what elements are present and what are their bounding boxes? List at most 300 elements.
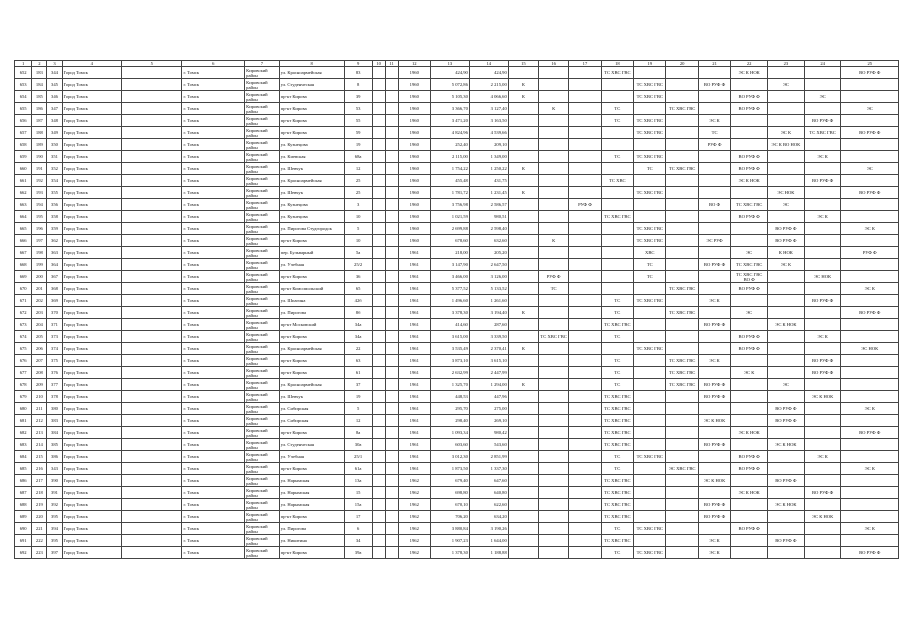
table-cell: ВО РУФ Ф	[731, 103, 768, 115]
table-row	[15, 391, 899, 403]
table-cell	[804, 343, 841, 355]
table-cell: ТС	[601, 295, 633, 307]
table-cell: 63	[344, 355, 372, 367]
table-cell: 55	[344, 115, 372, 127]
table-cell: К	[508, 79, 538, 91]
table-cell: 3 127,40	[469, 103, 508, 115]
table-cell	[385, 211, 398, 223]
table-cell: ВО РУФ Ф	[698, 391, 730, 403]
table-cell	[121, 391, 182, 403]
table-cell	[841, 511, 899, 523]
table-cell	[841, 271, 899, 283]
table-cell	[372, 175, 385, 187]
table-cell	[508, 151, 538, 163]
table-cell: 380	[47, 403, 62, 415]
table-cell: ул. Киевская	[279, 151, 344, 163]
table-cell	[372, 139, 385, 151]
table-cell	[666, 259, 698, 271]
table-cell: 187	[32, 115, 47, 127]
table-cell: 207	[32, 355, 47, 367]
table-cell: 252,40	[430, 139, 469, 151]
apartment-buildings-table	[14, 60, 899, 559]
table-cell	[539, 511, 569, 523]
table-row	[15, 487, 899, 499]
table-cell: Город Томск	[62, 343, 121, 355]
table-cell: 980,51	[469, 211, 508, 223]
table-cell: 186	[32, 103, 47, 115]
table-row	[15, 91, 899, 103]
table-cell: ТС ХВС ГВС ВО Ф	[731, 271, 768, 283]
table-cell	[372, 67, 385, 79]
table-cell	[569, 67, 601, 79]
table-cell	[601, 235, 633, 247]
table-cell: 653	[15, 79, 32, 91]
table-cell	[601, 199, 633, 211]
table-cell: ТС	[698, 127, 730, 139]
register-sheet	[14, 60, 899, 559]
column-number-cell: 20	[666, 61, 698, 67]
table-cell: 678	[15, 379, 32, 391]
table-cell	[698, 163, 730, 175]
table-cell: ул. Нарымская	[279, 487, 344, 499]
table-cell	[385, 235, 398, 247]
table-cell: 1960	[398, 91, 430, 103]
table-cell: 204	[32, 319, 47, 331]
table-cell	[731, 79, 768, 91]
table-cell: 36	[344, 271, 372, 283]
table-cell: 25	[344, 187, 372, 199]
table-cell: 1960	[398, 67, 430, 79]
table-cell	[804, 247, 841, 259]
table-cell	[508, 295, 538, 307]
table-row	[15, 79, 899, 91]
table-row	[15, 523, 899, 535]
table-cell: пр-кт Московский	[279, 319, 344, 331]
table-cell	[121, 319, 182, 331]
table-cell: ул. Красноармейская	[279, 175, 344, 187]
table-cell: 22	[344, 343, 372, 355]
table-cell: г. Томск	[182, 67, 245, 79]
table-cell: 692	[15, 547, 32, 559]
table-cell	[539, 163, 569, 175]
table-row	[15, 247, 899, 259]
table-cell	[372, 547, 385, 559]
table-cell: 362	[47, 235, 62, 247]
table-cell	[841, 391, 899, 403]
table-cell: г. Томск	[182, 547, 245, 559]
table-cell	[804, 523, 841, 535]
table-cell: 4 066,60	[469, 91, 508, 103]
table-cell: 666	[15, 235, 32, 247]
table-cell	[698, 211, 730, 223]
table-row	[15, 343, 899, 355]
table-cell	[841, 439, 899, 451]
table-cell	[372, 163, 385, 175]
table-cell	[121, 355, 182, 367]
table-cell	[666, 535, 698, 547]
table-cell: 184	[32, 79, 47, 91]
table-cell: ТС ХВС	[601, 175, 633, 187]
table-cell	[634, 283, 666, 295]
table-cell: ул. Шевчук	[279, 187, 344, 199]
table-cell: 1 188,88	[469, 547, 508, 559]
table-cell: Кировский район	[245, 187, 280, 199]
table-cell	[601, 163, 633, 175]
table-cell	[385, 451, 398, 463]
table-cell	[666, 127, 698, 139]
table-cell	[601, 139, 633, 151]
table-cell: г. Томск	[182, 163, 245, 175]
table-cell: ТС ХВС ГВС	[666, 367, 698, 379]
table-cell	[768, 115, 805, 127]
table-cell: 287,60	[469, 319, 508, 331]
table-cell: 53	[344, 103, 372, 115]
table-row	[15, 319, 899, 331]
table-cell	[666, 427, 698, 439]
table-cell	[539, 139, 569, 151]
table-row	[15, 475, 899, 487]
table-cell	[698, 463, 730, 475]
table-cell: Кировский район	[245, 463, 280, 475]
table-cell	[385, 91, 398, 103]
column-number-cell: 4	[62, 61, 121, 67]
table-cell: 212	[32, 415, 47, 427]
table-cell: 1961	[398, 355, 430, 367]
table-cell: 672	[15, 307, 32, 319]
table-cell: Город Томск	[62, 67, 121, 79]
table-cell	[804, 427, 841, 439]
table-cell	[634, 67, 666, 79]
table-cell	[372, 427, 385, 439]
table-cell: 298,40	[430, 415, 469, 427]
table-cell: 2 699,88	[430, 223, 469, 235]
table-cell: ЭС К	[804, 211, 841, 223]
table-cell	[385, 367, 398, 379]
table-cell: 10	[344, 211, 372, 223]
table-cell	[385, 307, 398, 319]
table-cell	[539, 463, 569, 475]
table-cell: пр-кт Кирова	[279, 463, 344, 475]
table-cell: 194	[32, 199, 47, 211]
table-cell	[569, 103, 601, 115]
table-cell	[372, 379, 385, 391]
table-cell	[804, 199, 841, 211]
table-cell: Кировский район	[245, 367, 280, 379]
table-cell: Город Томск	[62, 379, 121, 391]
table-cell	[372, 451, 385, 463]
table-cell: 690	[15, 523, 32, 535]
table-cell: 3 126,00	[469, 271, 508, 283]
table-cell: 674	[15, 331, 32, 343]
table-cell	[666, 511, 698, 523]
table-row	[15, 451, 899, 463]
table-cell: 1961	[398, 271, 430, 283]
table-cell	[666, 295, 698, 307]
table-cell: ВО РУФ Ф	[698, 79, 730, 91]
table-cell	[539, 475, 569, 487]
table-cell: ЭС	[768, 379, 805, 391]
table-cell	[508, 67, 538, 79]
table-cell	[372, 259, 385, 271]
table-cell	[539, 91, 569, 103]
table-cell	[539, 499, 569, 511]
table-cell: К	[508, 163, 538, 175]
table-cell: г. Томск	[182, 343, 245, 355]
table-row	[15, 367, 899, 379]
table-cell: ВО РУФ Ф	[731, 523, 768, 535]
table-cell	[569, 271, 601, 283]
table-cell: 431,75	[469, 175, 508, 187]
table-cell: 677	[15, 367, 32, 379]
table-cell: Город Томск	[62, 235, 121, 247]
table-cell: 6	[344, 523, 372, 535]
table-cell: 19	[344, 391, 372, 403]
table-cell	[731, 127, 768, 139]
table-cell: 1 294,00	[469, 379, 508, 391]
table-cell: 1962	[398, 547, 430, 559]
table-cell	[539, 187, 569, 199]
table-cell	[372, 115, 385, 127]
table-cell: 1960	[398, 163, 430, 175]
table-cell	[372, 415, 385, 427]
table-cell: К	[508, 343, 538, 355]
table-cell: 217	[32, 475, 47, 487]
table-cell: пр-кт Кирова	[279, 547, 344, 559]
table-cell: ТС ХВС ГВС	[601, 499, 633, 511]
table-cell: 30а	[344, 439, 372, 451]
table-cell: 691	[15, 535, 32, 547]
table-cell	[508, 247, 538, 259]
table-cell: 1960	[398, 127, 430, 139]
table-cell: К	[508, 91, 538, 103]
table-cell	[666, 79, 698, 91]
table-cell: 659	[15, 151, 32, 163]
table-cell	[666, 499, 698, 511]
table-cell: ВО РУФ Ф	[698, 499, 730, 511]
table-cell	[385, 391, 398, 403]
table-cell	[372, 271, 385, 283]
table-cell: ЭС	[804, 91, 841, 103]
table-cell: Город Томск	[62, 247, 121, 259]
table-cell: ул. Кузнецова	[279, 139, 344, 151]
table-cell: 185	[32, 91, 47, 103]
table-cell: К НОК	[768, 247, 805, 259]
table-cell: 395	[47, 511, 62, 523]
table-cell: 3 190,26	[469, 523, 508, 535]
table-cell	[569, 415, 601, 427]
table-cell: Город Томск	[62, 355, 121, 367]
column-number-cell: 13	[430, 61, 469, 67]
table-cell	[666, 67, 698, 79]
table-cell	[385, 247, 398, 259]
table-row	[15, 439, 899, 451]
table-cell	[698, 331, 730, 343]
table-cell	[121, 415, 182, 427]
table-cell: Город Томск	[62, 127, 121, 139]
table-cell	[698, 307, 730, 319]
table-cell	[666, 415, 698, 427]
table-cell	[385, 163, 398, 175]
table-cell	[698, 175, 730, 187]
table-cell: 1961	[398, 379, 430, 391]
table-cell	[569, 295, 601, 307]
table-cell	[508, 475, 538, 487]
table-cell	[569, 535, 601, 547]
table-cell: 34а	[344, 331, 372, 343]
table-cell	[385, 331, 398, 343]
table-cell: ул. Пирогова	[279, 523, 344, 535]
table-cell: 34	[344, 535, 372, 547]
table-cell	[121, 127, 182, 139]
table-cell: ТС	[601, 379, 633, 391]
table-cell: ТС ХВС ГВС	[634, 523, 666, 535]
table-cell: 25/1	[344, 451, 372, 463]
table-cell	[601, 247, 633, 259]
table-row	[15, 139, 899, 151]
table-cell: ТС ХВС ГВС	[666, 355, 698, 367]
table-cell: г. Томск	[182, 175, 245, 187]
table-cell	[768, 487, 805, 499]
table-cell: Город Томск	[62, 91, 121, 103]
table-cell	[841, 319, 899, 331]
table-row	[15, 103, 899, 115]
table-cell	[539, 379, 569, 391]
table-cell: ТС ХВС ГВС	[634, 223, 666, 235]
table-cell	[634, 463, 666, 475]
table-cell	[121, 163, 182, 175]
table-cell	[841, 259, 899, 271]
table-cell: г. Томск	[182, 415, 245, 427]
table-cell: Город Томск	[62, 139, 121, 151]
table-cell: К	[508, 307, 538, 319]
table-cell	[121, 103, 182, 115]
table-cell	[804, 259, 841, 271]
table-cell	[804, 67, 841, 79]
table-cell: 368	[47, 283, 62, 295]
table-cell: ВО РУФ Ф	[731, 451, 768, 463]
table-cell: Кировский район	[245, 79, 280, 91]
table-cell	[372, 319, 385, 331]
table-cell	[539, 247, 569, 259]
table-cell: Кировский район	[245, 391, 280, 403]
table-cell	[698, 247, 730, 259]
table-cell	[634, 427, 666, 439]
table-cell	[841, 139, 899, 151]
table-cell: ТС	[634, 259, 666, 271]
table-cell: 669	[15, 271, 32, 283]
table-cell	[768, 151, 805, 163]
table-cell	[372, 235, 385, 247]
table-row	[15, 331, 899, 343]
table-cell: ТС	[601, 331, 633, 343]
table-cell: ТС ХВС ГВС	[731, 259, 768, 271]
table-cell	[841, 535, 899, 547]
table-cell	[508, 499, 538, 511]
table-cell	[634, 319, 666, 331]
table-cell: 3 471,20	[430, 115, 469, 127]
table-cell: 198	[32, 247, 47, 259]
table-cell	[121, 211, 182, 223]
table-cell: Кировский район	[245, 535, 280, 547]
table-cell: 370	[47, 307, 62, 319]
table-cell: г. Томск	[182, 91, 245, 103]
table-cell: 1962	[398, 523, 430, 535]
table-cell	[569, 187, 601, 199]
table-cell	[508, 319, 538, 331]
table-row	[15, 463, 899, 475]
table-cell: ТС	[601, 115, 633, 127]
table-cell: ТС	[601, 103, 633, 115]
table-cell: 216	[32, 463, 47, 475]
table-cell	[768, 295, 805, 307]
table-cell	[666, 139, 698, 151]
table-cell	[372, 187, 385, 199]
table-cell: ТС ХВС ГВС	[634, 547, 666, 559]
table-cell	[569, 139, 601, 151]
table-cell	[121, 271, 182, 283]
column-number-cell: 3	[47, 61, 62, 67]
table-cell	[121, 247, 182, 259]
table-cell: 1960	[398, 223, 430, 235]
table-cell	[385, 271, 398, 283]
table-cell	[666, 187, 698, 199]
table-cell: Город Томск	[62, 499, 121, 511]
table-cell: пр-кт Комсомольский	[279, 283, 344, 295]
table-cell: ЭС К	[698, 535, 730, 547]
table-cell: ЭС К НОК	[768, 319, 805, 331]
table-cell	[121, 235, 182, 247]
table-cell	[569, 319, 601, 331]
table-cell	[841, 499, 899, 511]
table-cell	[569, 307, 601, 319]
table-cell	[804, 103, 841, 115]
table-cell: Город Томск	[62, 307, 121, 319]
table-cell: 414,60	[430, 319, 469, 331]
table-cell	[385, 103, 398, 115]
table-cell: ТС	[601, 355, 633, 367]
table-cell: Кировский район	[245, 427, 280, 439]
table-cell: 1960	[398, 103, 430, 115]
column-number-cell: 19	[634, 61, 666, 67]
table-cell	[121, 151, 182, 163]
table-cell: РУФ Ф	[841, 247, 899, 259]
table-cell: 206	[32, 343, 47, 355]
table-cell: ЭС К	[804, 151, 841, 163]
table-cell: 363	[47, 247, 62, 259]
table-cell: ТС	[634, 163, 666, 175]
table-cell: 1 907,23	[430, 535, 469, 547]
table-cell: ТС ХВС ГВС	[634, 235, 666, 247]
table-cell: 218	[32, 487, 47, 499]
table-row	[15, 175, 899, 187]
column-number-cell: 23	[768, 61, 805, 67]
table-row	[15, 511, 899, 523]
table-cell	[634, 175, 666, 187]
table-cell: 668	[15, 259, 32, 271]
table-cell: г. Томск	[182, 523, 245, 535]
table-cell: ТС ХВС ГВС	[634, 451, 666, 463]
table-cell	[539, 487, 569, 499]
table-cell	[698, 487, 730, 499]
table-cell	[569, 487, 601, 499]
table-cell	[666, 151, 698, 163]
table-cell: 654	[15, 91, 32, 103]
table-cell: ВО РУФ Ф	[804, 295, 841, 307]
table-cell: 1962	[398, 535, 430, 547]
table-cell	[121, 67, 182, 79]
table-cell	[569, 499, 601, 511]
column-number-cell: 14	[469, 61, 508, 67]
